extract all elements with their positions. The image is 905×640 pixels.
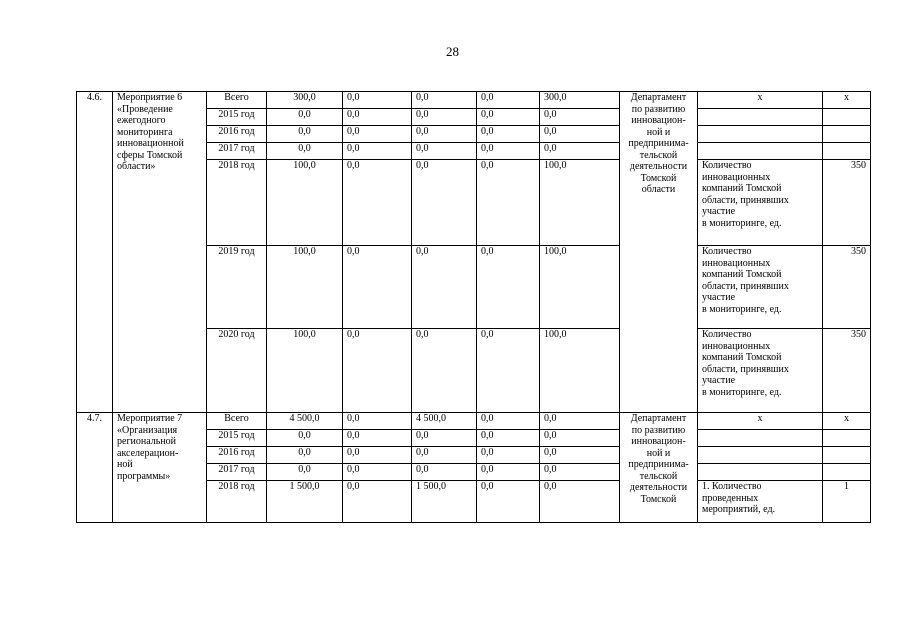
amount-cell: 0,0: [540, 109, 620, 126]
amount-cell: 0,0: [412, 109, 477, 126]
indicator-cell: [698, 447, 823, 464]
responsible-department: Департамент по развитию инновацион- ной и предпринима- тельской деятельности Томской: [620, 413, 698, 523]
amount-cell: 0,0: [412, 464, 477, 481]
page-number: 28: [446, 44, 459, 59]
year-label: 2019 год: [207, 246, 267, 329]
amount-cell: 1 500,0: [412, 481, 477, 523]
amount-cell: 4 500,0: [412, 413, 477, 430]
amount-cell: 0,0: [343, 143, 412, 160]
year-label: Всего: [207, 413, 267, 430]
indicator-value: [823, 109, 871, 126]
year-label: 2015 год: [207, 430, 267, 447]
amount-cell: 0,0: [412, 92, 477, 109]
indicator-cell: х: [698, 413, 823, 430]
amount-cell: 0,0: [412, 246, 477, 329]
responsible-department: Департамент по развитию инновацион- ной и предпринима- тельской деятельности Томской области: [620, 92, 698, 413]
amount-cell: 0,0: [343, 109, 412, 126]
year-label: 2018 год: [207, 481, 267, 523]
indicator-cell: [698, 430, 823, 447]
year-label: 2016 год: [207, 126, 267, 143]
amount-cell: 100,0: [540, 160, 620, 246]
indicator-value: 1: [823, 481, 871, 523]
amount-cell: 0,0: [343, 464, 412, 481]
indicator-cell: [698, 109, 823, 126]
indicator-cell: Количество инновационных компаний Томской области, принявших участие в мониторинге, ед.: [698, 246, 823, 329]
year-label: 2016 год: [207, 447, 267, 464]
indicator-cell: 1. Количество проведенных мероприятий, ед.: [698, 481, 823, 523]
amount-cell: 0,0: [343, 160, 412, 246]
indicator-value: [823, 447, 871, 464]
amount-cell: 0,0: [477, 143, 540, 160]
amount-cell: 0,0: [267, 143, 343, 160]
amount-cell: 0,0: [343, 246, 412, 329]
amount-cell: 0,0: [412, 447, 477, 464]
amount-cell: 0,0: [267, 430, 343, 447]
year-label: 2017 год: [207, 464, 267, 481]
amount-cell: 0,0: [540, 464, 620, 481]
indicator-value: [823, 464, 871, 481]
event-name: Мероприятие 6 «Проведение ежегодного мониторинга инновационной сферы Томской области»: [113, 92, 207, 413]
amount-cell: 0,0: [477, 160, 540, 246]
amount-cell: 0,0: [412, 430, 477, 447]
amount-cell: 0,0: [477, 430, 540, 447]
amount-cell: 100,0: [267, 160, 343, 246]
amount-cell: 300,0: [267, 92, 343, 109]
indicator-value: 350: [823, 246, 871, 329]
table-row: [77, 413, 871, 430]
amount-cell: 0,0: [267, 447, 343, 464]
indicator-value: 350: [823, 160, 871, 246]
amount-cell: 0,0: [267, 464, 343, 481]
amount-cell: 0,0: [540, 447, 620, 464]
year-label: Всего: [207, 92, 267, 109]
table-row: [77, 92, 871, 109]
amount-cell: 0,0: [540, 126, 620, 143]
indicator-cell: [698, 464, 823, 481]
amount-cell: 0,0: [343, 329, 412, 413]
amount-cell: 0,0: [477, 481, 540, 523]
year-label: 2017 год: [207, 143, 267, 160]
amount-cell: 0,0: [540, 413, 620, 430]
indicator-value: [823, 430, 871, 447]
amount-cell: 0,0: [477, 464, 540, 481]
amount-cell: 0,0: [477, 126, 540, 143]
year-label: 2020 год: [207, 329, 267, 413]
row-number: 4.7.: [77, 413, 113, 523]
amount-cell: 0,0: [343, 92, 412, 109]
amount-cell: 0,0: [267, 126, 343, 143]
indicator-value: [823, 126, 871, 143]
amount-cell: 300,0: [540, 92, 620, 109]
amount-cell: 0,0: [540, 481, 620, 523]
indicator-value: х: [823, 413, 871, 430]
year-label: 2015 год: [207, 109, 267, 126]
amount-cell: 0,0: [412, 143, 477, 160]
amount-cell: 0,0: [540, 430, 620, 447]
amount-cell: 0,0: [412, 160, 477, 246]
amount-cell: 0,0: [477, 109, 540, 126]
program-table: [76, 91, 871, 523]
indicator-value: х: [823, 92, 871, 109]
amount-cell: 100,0: [540, 329, 620, 413]
amount-cell: 100,0: [267, 329, 343, 413]
amount-cell: 0,0: [477, 413, 540, 430]
amount-cell: 0,0: [343, 430, 412, 447]
amount-cell: 0,0: [477, 92, 540, 109]
amount-cell: 0,0: [267, 109, 343, 126]
event-name: Мероприятие 7 «Организация региональной акселерацион- ной программы»: [113, 413, 207, 523]
amount-cell: 0,0: [343, 413, 412, 430]
amount-cell: 0,0: [540, 143, 620, 160]
indicator-cell: [698, 126, 823, 143]
indicator-cell: Количество инновационных компаний Томской области, принявших участие в мониторинге, ед.: [698, 160, 823, 246]
indicator-cell: Количество инновационных компаний Томской области, принявших участие в мониторинге, ед.: [698, 329, 823, 413]
indicator-cell: [698, 143, 823, 160]
amount-cell: 0,0: [343, 481, 412, 523]
amount-cell: 0,0: [477, 329, 540, 413]
indicator-value: [823, 143, 871, 160]
row-number: 4.6.: [77, 92, 113, 413]
indicator-value: 350: [823, 329, 871, 413]
amount-cell: 100,0: [267, 246, 343, 329]
amount-cell: 4 500,0: [267, 413, 343, 430]
amount-cell: 1 500,0: [267, 481, 343, 523]
amount-cell: 0,0: [343, 126, 412, 143]
amount-cell: 0,0: [477, 246, 540, 329]
amount-cell: 0,0: [412, 126, 477, 143]
amount-cell: 0,0: [477, 447, 540, 464]
indicator-cell: х: [698, 92, 823, 109]
amount-cell: 100,0: [540, 246, 620, 329]
amount-cell: 0,0: [343, 447, 412, 464]
year-label: 2018 год: [207, 160, 267, 246]
amount-cell: 0,0: [412, 329, 477, 413]
